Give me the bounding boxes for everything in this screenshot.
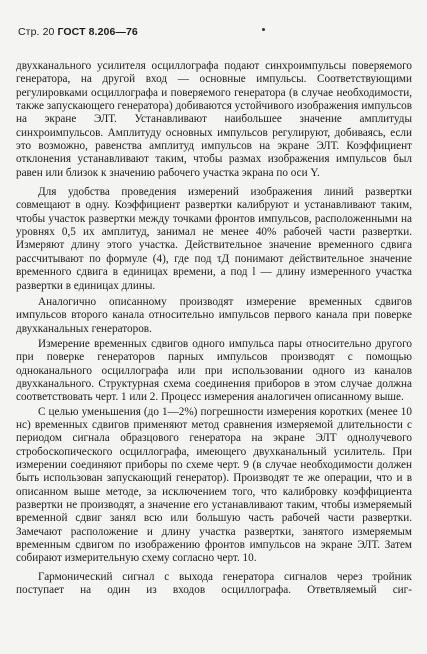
speck-mark — [262, 28, 265, 31]
page-number: Стр. 20 — [18, 26, 55, 38]
paragraph: Измерение временных сдвигов одного импульса пары относительно другого при поверке генераторов парных импульсов производят с помощью одноканального осциллографа или при использовании одного из каналов двухканального. Структурная схема соединения приборов в этом случае должна соответствовать черт. 1 или 2. Процесс измерения аналогичен описанному выше. — [16, 337, 412, 404]
standard-number: ГОСТ 8.206—76 — [57, 26, 138, 38]
paragraph: Аналогично описанному производят измерение временных сдвигов импульсов второго канала относительно импульсов первого канала при поверке двухканальных генераторов. — [16, 295, 412, 335]
paragraph: С целью уменьшения (до 1—2%) погрешности измерения коротких (менее 10 нс) временных сдвигов применяют метод сравнения измеряемой длительности с периодом сигнала образцового генератора на экране ЭЛТ однолучевого стробоскопического осциллографа, имеющего двухканальный усилитель. При измерении соединяют приборы по схеме черт. 9 (в случае необходимости должен быть использован запускающий генератор). Производят те же операции, что и в описанном выше методе, за исключением того, что калибровку коэффициента развертки не производят, а значение его устанавливают таким, чтобы измеряемый временной сдвиг занял всю или большую часть рабочей части развертки. Замечают расположение и длину участка развертки, занятого измеряемым временным сдвигом по изображению фронтов импульсов на экране ЭЛТ. Затем собирают измерительную схему согласно черт. 10. — [16, 405, 412, 565]
page-header — [18, 26, 138, 38]
paragraph: Для удобства проведения измерений изображения линий развертки совмещают в одну. Коэффициент развертки калибруют и устанавливают таким, чтобы участок развертки между точками фронтов импульсов, расположенными на уровнях 0,5 их амплитуд, занимал не менее 40% рабочей части развертки. Измеряют длину этого участка. Действительное значение временного сдвига рассчитывают по формуле (4), где под τД понимают действительное значение временного сдвига в единицах времени, а под l — длину измеренного участка развертки в единицах длины. — [16, 186, 412, 292]
body-text — [16, 60, 412, 597]
paragraph: Гармонический сигнал с выхода генератора сигналов через тройник поступает на один из входов осциллографа. Ответвляемый сиг- — [16, 570, 412, 597]
paragraph: двухканального усилителя осциллографа подают синхроимпульсы поверяемого генератора, на другой вход — основные импульсы. Соответствующими регулировками осциллографа и поверяемого генератора (в случае необходимости, также запускающего генератора) добиваются устойчивого изображения импульсов на экране ЭЛТ. Устанавливают наибольшее значение амплитуды синхроимпульсов. Амплитуду основных импульсов регулируют, добиваясь, если это возможно, равенства амплитуд импульсов на экране ЭЛТ. Коэффициент отклонения устанавливают таким, чтобы размах изображения импульсов был равен или близок к значению рабочего участка экрана по оси Y. — [16, 60, 413, 179]
